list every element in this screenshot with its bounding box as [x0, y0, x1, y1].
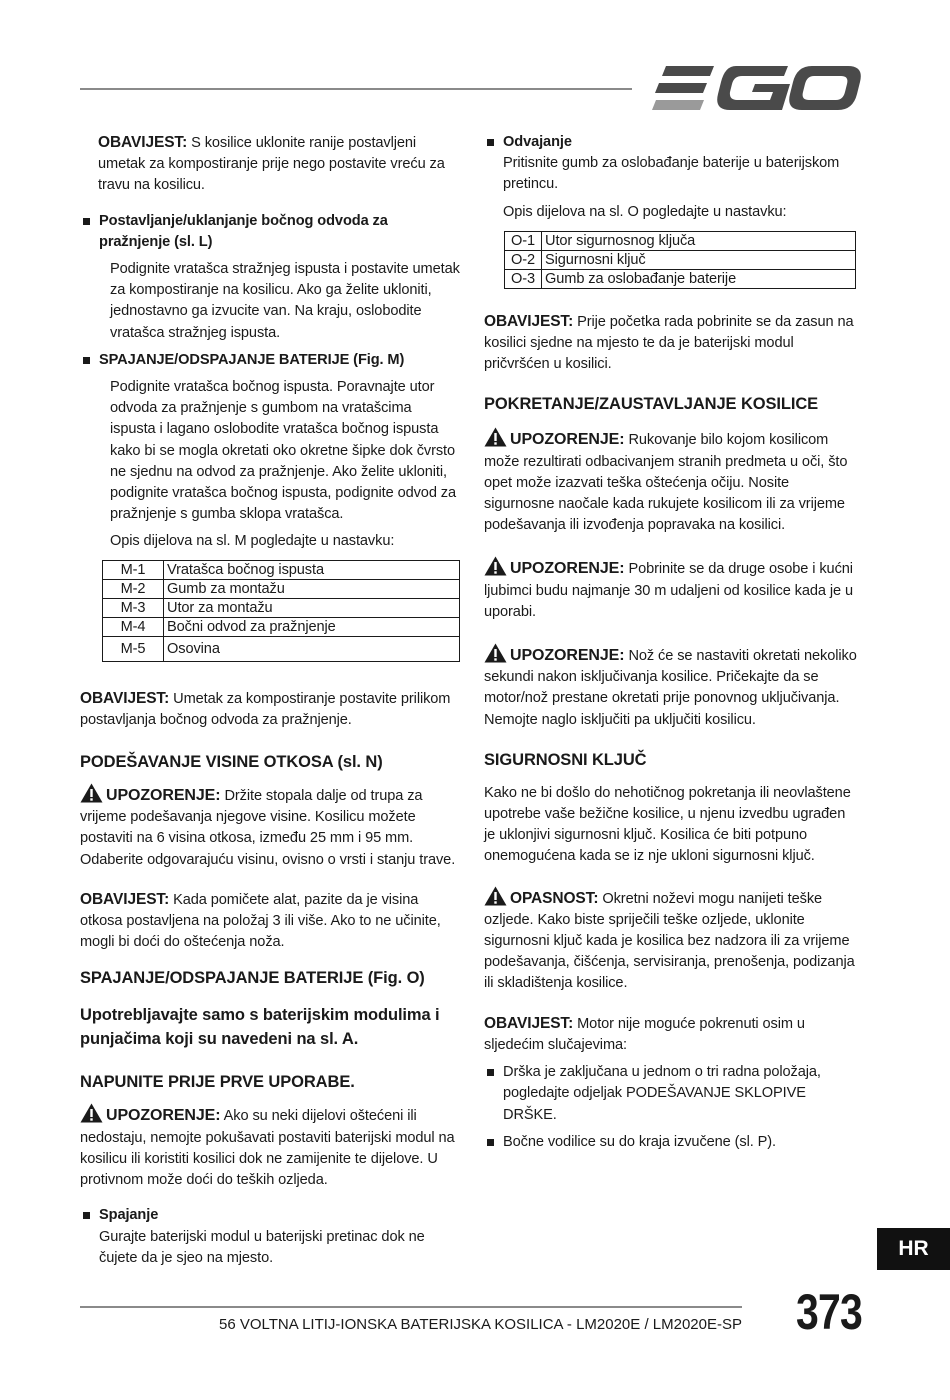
- warning-icon: [80, 1103, 103, 1123]
- start-stop-warning-3: UPOZORENJE: Nož će se nastaviti okretati nekoliko sekundi nakon isključivanja kosilice. Pričekajte da se motor/nož prestane okretati prije ponovnog uključivanja. Nemojte naglo isključiti pa uključiti kosilicu.: [484, 643, 858, 731]
- start-stop-heading: POKRETANJE/ZAUSTAVLJANJE KOSILICE: [484, 395, 819, 414]
- cut-height-warning: UPOZORENJE: Držite stopala dalje od trupa za vrijeme podešavanja njegove visine. Kosilicu možete postaviti na 6 visina otkosa, između 25 mm i 95 mm. Odaberite odgovarajuću visinu, ovisno o vrsti i stanju trave.: [80, 783, 460, 871]
- safety-key-heading: SIGURNOSNI KLJUČ: [484, 750, 647, 769]
- table-row: M-3 Utor za montažu: [103, 598, 460, 617]
- start-stop-warning-2: UPOZORENJE: Pobrinite se da druge osobe i kućni ljubimci budu najmanje 30 m udaljeni od kosilice kada je u uporabi.: [484, 556, 858, 623]
- table-row: M-5 Osovina: [103, 636, 460, 661]
- right-column: [484, 132, 858, 1153]
- language-tab: HR: [877, 1228, 950, 1270]
- parts-m-table: [102, 560, 460, 662]
- side-discharge-heading: Postavljanje/uklanjanje bočnog odvoda za pražnjenje (sl. L): [80, 211, 460, 253]
- footer-title: 56 VOLTNA LITIJ-IONSKA BATERIJSKA KOSILICA - LM2020E / LM2020E-SP: [219, 1316, 742, 1333]
- warning-icon: [484, 643, 507, 663]
- list-item: Drška je zaključana u jednom o tri radna položaja, pogledajte odjeljak PODEŠAVANJE SKLOPIVE DRŠKE.: [484, 1062, 858, 1126]
- parts-m-intro: Opis dijelova na sl. M pogledajte u nastavku:: [110, 533, 395, 550]
- table-row: M-4 Bočni odvod za pražnjenje: [103, 617, 460, 636]
- table-row: O-2 Sigurnosni ključ: [505, 250, 856, 269]
- notice-compost-insert: OBAVIJEST: S kosilice uklonite ranije postavljeni umetak za kompostiranje prije nego postavite vreću za travu na kosilicu.: [98, 134, 445, 194]
- left-column: [80, 132, 460, 1269]
- start-stop-warning-1: UPOZORENJE: Rukovanje bilo kojom kosilicom može rezultirati odbacivanjem stranih predmeta u oči, što opet može izazvati teška oštećenja očiju. Nosite sigurnosne naočale kada rukujete kosilicom ili za vrijeme podešavanja ili izvođenja popravaka na kosilici.: [484, 427, 858, 536]
- connect-battery-m-heading: SPAJANJE/ODSPAJANJE BATERIJE (Fig. M): [80, 350, 460, 371]
- header-rule: [80, 88, 632, 90]
- footer-rule: [80, 1306, 742, 1308]
- notice-motor: OBAVIJEST: Motor nije moguće pokrenuti osim u sljedećim slučajevima:: [484, 1014, 805, 1053]
- charge-first-heading: NAPUNITE PRIJE PRVE UPORABE.: [80, 1073, 355, 1092]
- cut-height-heading: PODEŠAVANJE VISINE OTKOSA (sl. N): [80, 753, 383, 772]
- table-row: O-3 Gumb za oslobađanje baterije: [505, 269, 856, 288]
- warning-icon: [484, 886, 507, 906]
- side-discharge-text: Podignite vratašca stražnjeg ispusta i postavite umetak za kompostiranje na kosilicu. Ako ga želite ukloniti, jednostavno ga izvucite van. Na kraju, oslobodite vratašca stražnjeg ispusta.: [110, 261, 460, 341]
- ego-logo: [652, 62, 862, 114]
- safety-key-text: Kako ne bi došlo do nehotičnog pokretanja ili neovlaštene upotrebe vaše bežične kosilice, u njenu izvedbu ugrađen je uklonjivi sigurnosni ključ. Kosilica će biti potpuno onemogućena kada se iz nje ukloni sigurnosni ključ.: [484, 784, 851, 865]
- list-item: Bočne vodilice su do kraja izvučene (sl. P).: [484, 1132, 858, 1153]
- warning-icon: [80, 783, 103, 803]
- charge-first-warning: UPOZORENJE: Ako su neki dijelovi oštećeni ili nedostaju, nemojte pokušavati postaviti baterijski modul na kosilicu ili koristiti kosilici dok ne zamijenite te dijelove. U protivnom može doći do teških ozljeda.: [80, 1103, 460, 1191]
- connect-battery-m-text: Podignite vratašca bočnog ispusta. Poravnajte utor odvoda za pražnjenje s gumbom na vratašcima ispusta i lagano oslobodite vratašca bočnog ispusta kako bi se mogla okretati oko okretne šipke dok čvrsto ne sjednu na odvod za pražnjenje. Ako želite ukloniti, podignite vratašca bočnog ispusta, podignite odvod za pražnjenje s gumba sklopa vratašca.: [110, 379, 457, 523]
- notice-compost-side: OBAVIJEST: Umetak za kompostiranje postavite prilikom postavljanja bočnog odvoda za pražnjenje.: [80, 689, 451, 728]
- page-number: 373: [796, 1284, 862, 1340]
- safety-key-danger: OPASNOST: Okretni noževi mogu nanijeti teške ozljede. Kako biste spriječili teške ozljede, uklonite sigurnosni ključ kada je kosilica bez nadzora ili za vrijeme podešavanja, čišćenja, servisiranja, prenošenja, podizanja ili skladištenja kosilice.: [484, 886, 858, 995]
- notice-latch: OBAVIJEST: Prije početka rada pobrinite se da zasun na kosilici sjedne na mjesto te da je baterijski modul pričvršćen u kosilici.: [484, 312, 854, 373]
- parts-o-table: [504, 231, 856, 289]
- battery-only-note: Upotrebljavajte samo s baterijskim modulima i punjačima koji su navedeni na sl. A.: [80, 1006, 440, 1049]
- detach-item: Odvajanje Pritisnite gumb za oslobađanje baterije u baterijskom pretincu. Opis dijelova na sl. O pogledajte u nastavku:: [484, 132, 858, 223]
- attach-item: Spajanje Gurajte baterijski modul u baterijski pretinac dok ne čujete da je sjeo na mjesto.: [80, 1205, 460, 1269]
- table-row: M-2 Gumb za montažu: [103, 579, 460, 598]
- connect-battery-o-heading: SPAJANJE/ODSPAJANJE BATERIJE (Fig. O): [80, 969, 425, 988]
- warning-icon: [484, 556, 507, 576]
- warning-icon: [484, 427, 507, 447]
- notice-cut-height: OBAVIJEST: Kada pomičete alat, pazite da je visina otkosa postavljena na položaj 3 ili više. Ako to ne učinite, mogli bi doći do oštećenja noža.: [80, 890, 441, 951]
- table-row: M-1 Vratašca bočnog ispusta: [103, 560, 460, 579]
- table-row: O-1 Utor sigurnosnog ključa: [505, 231, 856, 250]
